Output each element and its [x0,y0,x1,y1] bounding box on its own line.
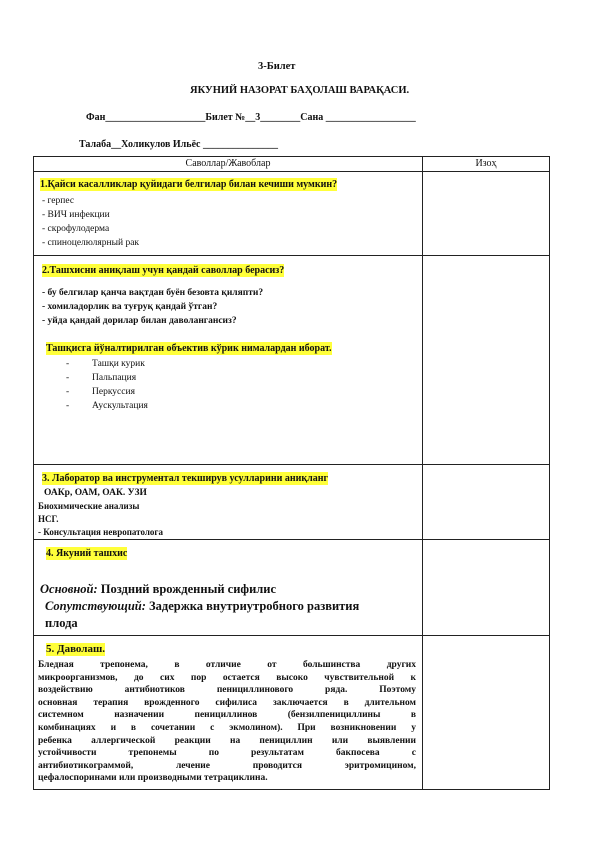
q5-line: микроорганизмов, до сих пор остается высоко чувствительной к [38,672,416,683]
q3-line: ОАКр, ОАМ, ОАК. УЗИ [44,488,147,498]
q1-item: - герпес [42,196,75,206]
secondary-diagnosis-cont: плода [45,616,78,630]
main-diagnosis-label: Основной: [40,582,98,596]
q4-notes-cell [423,540,550,636]
q5-line: антибиотикограммой, лечение проводится эритромицином, [38,760,416,771]
q5-line: комбинациях и в сочетании с экмолином). При возникновении у [38,722,416,733]
exam-item: - Пальпация [92,371,422,385]
exam-item: - Перкуссия [92,385,422,399]
q1-cell [34,172,423,256]
q1-item: - скрофулодерма [42,224,110,234]
q2-notes-cell [423,256,550,465]
q5-line: ребенка аллергической реакции на пенициллин или выявлении [38,735,416,746]
q3-cell [34,465,423,540]
q2-question: - хомиладорлик ва туғруқ қандай ўтган? [42,302,218,312]
q5-cell [34,636,423,790]
q5-line: цефалоспоринами или производными тетрациклина. [38,773,268,784]
q3-title: 3. Лаборатор ва инструментал текширув усулларини аниқланг [42,473,329,484]
q5-line: устойчивости трепонемы по результатам бакпосева с [38,748,416,759]
secondary-diagnosis: Задержка внутриутробного развития [149,599,360,613]
exam-item: - Ташқи курик [92,357,422,371]
q2-cell [34,256,423,465]
q3-line: - Консультация невропатолога [38,527,163,537]
q1-item: - ВИЧ инфекции [42,210,110,220]
meta-line: Фан____________________Билет №__3________Сана __________________ [86,112,416,123]
q5-line: Бледная трепонема, в отличие от большинства других [38,660,416,670]
main-diagnosis: Поздний врожденный сифилис [100,582,277,596]
answer-table [33,156,550,790]
col-notes-header: Изоҳ [423,157,550,172]
q3-line: НСГ. [38,514,59,524]
q5-line: основная терапия врожденного сифилиса заключается в длительном [38,697,416,708]
q2-question: - бу белгилар қанча вақтдан буён безовта қиляпти? [42,288,264,298]
q3-notes-cell [423,465,550,540]
q5-line: воздействию антибиотиков пенициллинового ряда. Поэтому [38,685,416,696]
col-questions-header: Саволлар/Жавоблар [34,157,423,172]
q5-line: системном назначении пенициллинов (бензилпенициллины в [38,710,416,721]
q2-exam-title: Ташқисга йўналтирилган объектив кўрик нималардан иборат. [46,343,332,354]
secondary-diagnosis-label: Сопутствующий: [45,599,146,613]
q2-title: 2.Ташхисни аниқлаш учун қандай саволлар берасиз? [42,265,285,276]
q1-notes-cell [423,172,550,256]
student-line: Талаба__Холикулов Ильёс _______________ [79,139,278,150]
q5-title: 5. Даволаш. [46,643,105,655]
exam-item: - Аускультация [92,399,422,413]
sheet-title: ЯКУНИЙ НАЗОРАТ БАҲОЛАШ ВАРАҚАСИ. [190,85,410,96]
q1-title: 1.Қайси касалликлар қуйидаги белгилар билан кечиши мумкин? [40,179,338,190]
ticket-title: 3-Билет [258,61,296,72]
q1-item: - спиноцелюлярный рак [42,238,140,248]
q3-line: Биохимические анализы [38,501,140,511]
q5-notes-cell [423,636,550,790]
q2-question: - уйда қандай дорилар билан даволангансиз? [42,316,237,326]
q4-cell [34,540,423,636]
q4-title: 4. Якуний ташхис [46,548,128,559]
